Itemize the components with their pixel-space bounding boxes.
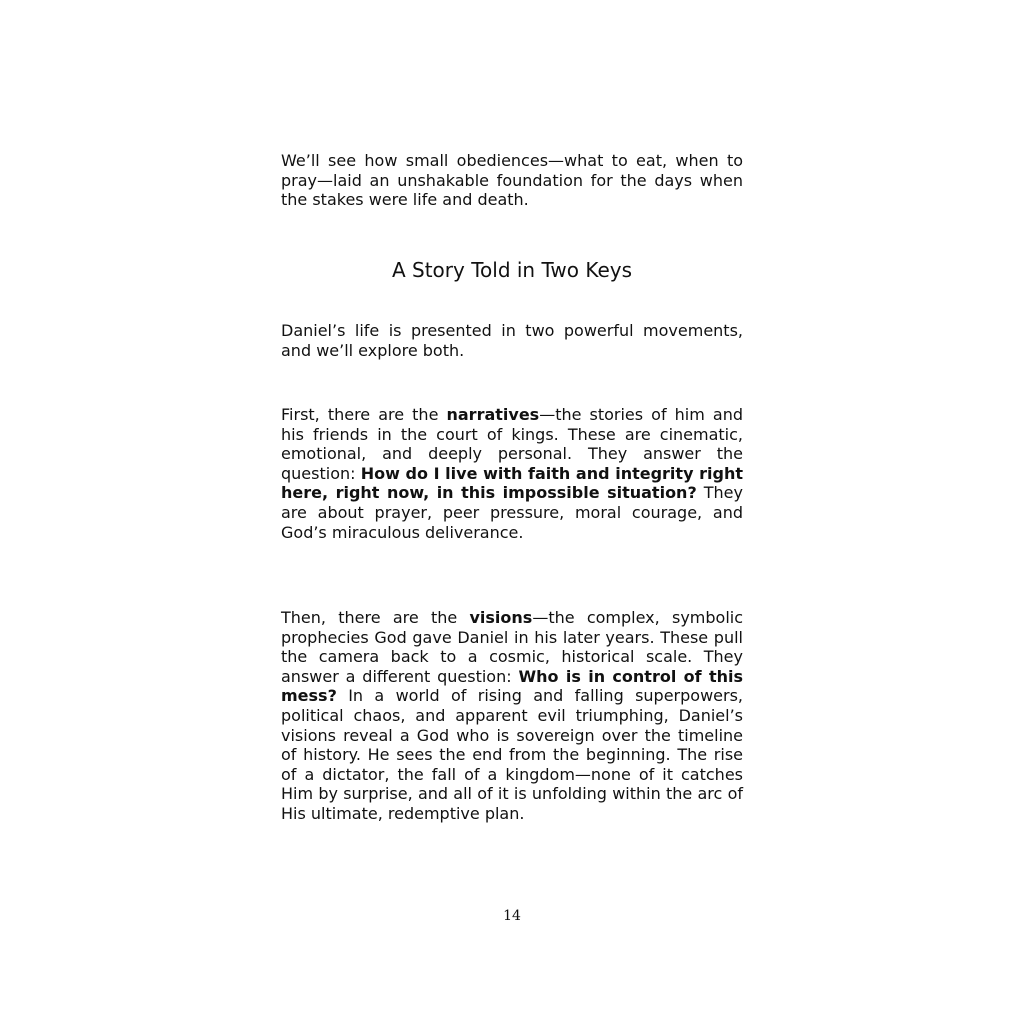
visions-text-1: Then, there are the [281, 608, 470, 627]
narratives-text-1: First, there are the [281, 405, 447, 424]
paragraph-intro: We’ll see how small obediences—what to eat, when to pray—laid an unshakable foundation for the days when the stakes were life and death. [281, 151, 743, 210]
narratives-text-3: They are about prayer, peer pressure, moral courage, and God’s miraculous deliverance. [281, 483, 743, 542]
visions-keyword: visions [469, 608, 533, 627]
paragraph-visions [281, 608, 743, 824]
page-number: 14 [503, 908, 521, 924]
narratives-question: How do I live with faith and integrity right here, right now, in this impossible situation? [281, 463, 744, 503]
visions-text-3: In a world of rising and falling superpowers, political chaos, and apparent evil triumphing, Daniel’s visions reveal a God who is sovereign over the timeline of history. He sees the end from the beginning. The rise of a dictator, the fall of a kingdom—none of it catches Him by surprise, and all of it is unfolding within the arc of His ultimate, redemptive plan. [281, 686, 743, 823]
visions-question: Who is in control of this mess? [281, 666, 744, 706]
paragraph-narratives [281, 405, 743, 542]
paragraph-movements: Daniel’s life is presented in two powerful movements, and we’ll explore both. [281, 321, 743, 360]
narratives-keyword: narratives [446, 405, 540, 424]
visions-text-2: —the complex, symbolic prophecies God gave Daniel in his later years. These pull the camera back to a cosmic, historical scale. They answer a different question: [281, 608, 743, 686]
section-heading: A Story Told in Two Keys [391, 258, 633, 282]
narratives-text-2: —the stories of him and his friends in the court of kings. These are cinematic, emotional, and deeply personal. They answer the question: [281, 405, 743, 483]
